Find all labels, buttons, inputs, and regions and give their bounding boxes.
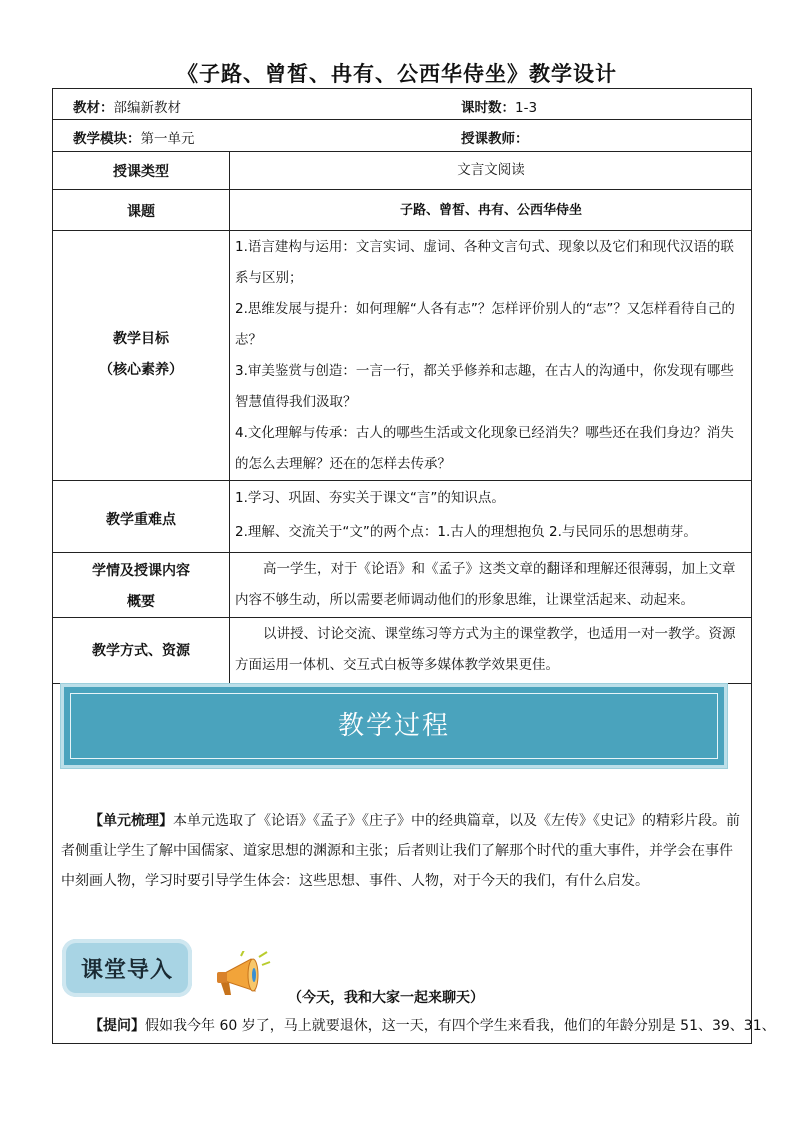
goals-label: 教学目标 [113,331,169,347]
question-tag: 【提问】 [89,1018,145,1034]
document-title: 《子路、曾皙、冉有、公西华侍坐》教学设计 [177,61,617,86]
divider [53,552,751,553]
teaching-process-banner [61,684,727,768]
material-label: 教材： [73,100,114,116]
students-value: 高一学生，对于《论语》和《孟子》这类文章的翻译和理解还很薄弱，加上文章内容不够生动，所以需要老师调动他们的形象思维，让课堂活起来、动起来。 [235,561,736,608]
banner-title: 教学过程 [337,711,450,741]
type-label: 授课类型 [113,164,169,180]
divider [53,230,751,231]
topic-value: 子路、曾皙、冉有、公西华侍坐 [399,203,582,218]
divider [53,119,751,120]
material-value: 部编新教材 [113,100,181,116]
methods-value: 以讲授、讨论交流、课堂练习等方式为主的课堂教学，也适用一对一教学。资源方面运用一体机、交互式白板等多媒体教学效果更佳。 [235,626,736,673]
divider [53,151,751,152]
hours-label: 课时数： [461,100,515,116]
goal-item: 1.语言建构与运用：文言实词、虚词、各种文言句式、现象以及它们和现代汉语的联系与区别； [235,239,734,286]
goal-item: 4.文化理解与传承：古人的哪些生活或文化现象已经消失？哪些还在我们身边？消失的怎么去理解？还在的怎样去传承？ [235,425,734,472]
topic-label: 课题 [127,204,155,220]
question-line [61,1015,776,1035]
module-value: 第一单元 [140,131,195,147]
teacher-label: 授课教师： [461,131,529,147]
intro-note: （今天，我和大家一起来聊天） [288,990,484,1006]
divider [53,189,751,190]
goals-list [235,232,747,480]
key-points-label: 教学重难点 [106,512,176,528]
class-intro-badge [62,939,192,997]
module-label: 教学模块： [73,131,141,147]
hours-value: 1-3 [515,100,538,116]
type-value: 文言文阅读 [457,162,525,178]
students-sublabel: 概要 [127,594,155,610]
unit-summary [61,806,745,896]
class-intro-label: 课堂导入 [80,958,173,983]
question-text: 假如我今年 60 岁了，马上就要退休，这一天，有四个学生来看我，他们的年龄分别是 51、39、31、 [145,1018,776,1034]
megaphone-icon [211,951,271,1001]
goal-item: 2.思维发展与提升：如何理解“人各有志”？怎样评价别人的“志”？又怎样看待自己的志？ [235,301,735,348]
goal-item: 3.审美鉴赏与创造：一言一行，都关乎修养和志趣，在古人的沟通中，你发现有哪些智慧值得我们汲取？ [235,363,734,410]
students-label: 学情及授课内容 [92,563,190,579]
key-point-item: 2.理解、交流关于“文”的两个点：1.古人的理想抱负 2.与民同乐的思想萌芽。 [235,524,697,540]
methods-label: 教学方式、资源 [92,643,190,659]
goals-sublabel: （核心素养） [99,362,183,378]
key-points-list [235,481,747,549]
unit-summary-tag: 【单元梳理】 [89,813,173,829]
unit-summary-text: 本单元选取了《论语》《孟子》《庄子》中的经典篇章，以及《左传》《史记》的精彩片段。前者侧重让学生了解中国儒家、道家思想的渊源和主张；后者则让我们了解那个时代的重大事件，并学会在事件中刻画人物，学习时要引导学生体会：这些思想、事件、人物，对于今天的我们，有什么启发。 [61,813,740,889]
divider [53,617,751,618]
key-point-item: 1.学习、巩固、夯实关于课文“言”的知识点。 [235,490,505,506]
lesson-plan-table [52,88,776,1044]
